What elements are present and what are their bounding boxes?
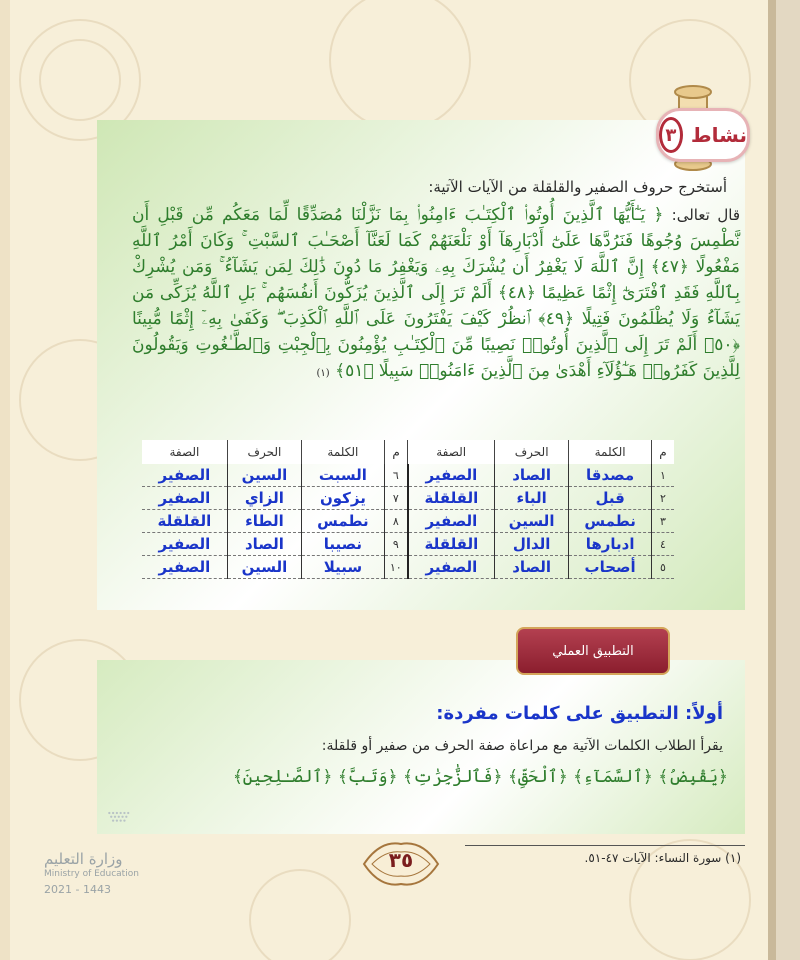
practical-instruction: يقرأ الطلاب الكلمات الآتية مع مراعاة صفة الحرف من صفير أو قلقلة: — [321, 738, 723, 754]
table-cell: أصحاب — [569, 556, 652, 579]
table-header: الحرف — [495, 440, 569, 464]
table-header: م — [652, 440, 675, 464]
table-cell: الصفير — [142, 464, 227, 487]
table-cell: ١٠ — [384, 556, 408, 579]
left-border — [0, 0, 10, 960]
quran-lead: قال تعالى: — [671, 206, 740, 224]
ministry-name-en: Ministry of Education — [44, 869, 139, 879]
table-cell: يزكون — [302, 487, 385, 510]
table-cell: القلقلة — [408, 487, 495, 510]
footnote: (١) سورة النساء: الآيات ٤٧-٥١. — [584, 851, 741, 865]
right-edge-bar — [776, 0, 800, 960]
table-cell: ١ — [652, 464, 675, 487]
table-cell: ادبارها — [569, 533, 652, 556]
table-cell: الصاد — [227, 533, 301, 556]
table-cell: الباء — [495, 487, 569, 510]
ministry-name-ar: وزارة التعليم — [44, 850, 123, 868]
table-header: الكلمة — [302, 440, 385, 464]
table-cell: الصاد — [495, 464, 569, 487]
table-cell: السين — [227, 556, 301, 579]
activity-header — [656, 108, 750, 162]
activity-title: نشاط — [690, 123, 747, 147]
table-cell: سبيلا — [302, 556, 385, 579]
table-cell: الزاي — [227, 487, 301, 510]
table-cell: الصفير — [408, 464, 495, 487]
table-cell: ٤ — [652, 533, 675, 556]
right-edge-stripe — [768, 0, 776, 960]
table-row — [142, 510, 674, 533]
table-cell: ٣ — [652, 510, 675, 533]
table-cell: نطمس — [302, 510, 385, 533]
table-cell: الصفير — [142, 487, 227, 510]
table-header: الصفة — [408, 440, 495, 464]
table-cell: الصفير — [408, 556, 495, 579]
table-header: الحرف — [227, 440, 301, 464]
table-header: الكلمة — [569, 440, 652, 464]
page-number: ٣٥ — [388, 848, 414, 872]
quran-text: ﴿ يَـٰٓأَيُّهَا ٱلَّذِينَ أُوتُوا۟ ٱلْكِتَـٰبَ ءَامِنُوا۟ بِمَا نَزَّلْنَا مُصَدِّقًا لِّمَا مَعَكُم مِّن قَبْلِ أَن نَّطْمِسَ وُجُوهًا فَنَرُدَّهَا عَلَىٰٓ أَدْبَارِهَآ أَوْ نَلْعَنَهُمْ كَمَا لَعَنَّآ أَصْحَـٰبَ ٱلسَّبْتِ ۚ وَكَانَ أَمْرُ ٱللَّهِ مَفْعُولًا ﴿٤٧﴾ إِنَّ ٱللَّهَ لَا يَغْفِرُ أَن يُشْرَكَ بِهِۦ وَيَغْفِرُ مَا دُونَ ذَٰلِكَ لِمَن يَشَآءُ ۚ وَمَن يُشْرِكْ بِٱللَّهِ فَقَدِ ٱفْتَرَىٰٓ إِثْمًا عَظِيمًا ﴿٤٨﴾ أَلَمْ تَرَ إِلَى ٱلَّذِينَ يُزَكُّونَ أَنفُسَهُم ۚ بَلِ ٱللَّهُ يُزَكِّى مَن يَشَآءُ وَلَا يُظْلَمُونَ فَتِيلًا ﴿٤٩﴾ ٱنظُرْ كَيْفَ يَفْتَرُونَ عَلَى ٱللَّهِ ٱلْكَذِبَ ۖ وَكَفَىٰ بِهِۦٓ إِثْمًا مُّبِينًا ﴿٥٠﴾ أَلَمْ تَرَ إِلَى ٱلَّذِينَ أُوتُوا۟ نَصِيبًا مِّنَ ٱلْكِتَـٰبِ يُؤْمِنُونَ بِٱلْجِبْتِ وَٱلطَّـٰغُوتِ وَيَقُولُونَ لِلَّذِينَ كَفَرُوا۟ هَـٰٓؤُلَآءِ أَهْدَىٰ مِنَ ٱلَّذِينَ ءَامَنُوا۟ سَبِيلًا ﴿٥١﴾ — [132, 205, 740, 381]
table-cell: الدال — [495, 533, 569, 556]
table-cell: الطاء — [227, 510, 301, 533]
footnote-divider — [465, 845, 745, 846]
table-cell: نصيبا — [302, 533, 385, 556]
table-cell: نطمس — [569, 510, 652, 533]
ministry-year: 2021 - 1443 — [44, 883, 111, 896]
table-header: م — [384, 440, 408, 464]
answers-table — [142, 440, 674, 579]
table-cell: قبل — [569, 487, 652, 510]
table-cell: ٦ — [384, 464, 408, 487]
practical-badge: التطبيق العملي — [516, 627, 670, 675]
table-header: الصفة — [142, 440, 227, 464]
table-cell: الصفير — [408, 510, 495, 533]
table-cell: القلقلة — [408, 533, 495, 556]
table-cell: السين — [495, 510, 569, 533]
ministry-logo — [82, 810, 182, 844]
quran-verses — [132, 202, 740, 387]
practical-title-prefix: أولاً: — [685, 703, 723, 724]
table-cell: ٧ — [384, 487, 408, 510]
activity-number: ٣ — [659, 117, 683, 153]
practical-words: ﴿يَقْبِضُ﴾ ﴿ٱلسَّمَآءِ﴾ ﴿ٱلْحَقِّ﴾ ﴿فَٱلزَّٰجِرَٰتِ﴾ ﴿وَتَبَّ﴾ ﴿ٱلصَّـٰلِحِينَ﴾ — [232, 767, 728, 787]
table-row — [142, 487, 674, 510]
table-cell: الصفير — [142, 556, 227, 579]
table-cell: السبت — [302, 464, 385, 487]
table-cell: مصدقا — [569, 464, 652, 487]
table-cell: ٢ — [652, 487, 675, 510]
footnote-ref: (١) — [316, 368, 330, 379]
practical-title-text: التطبيق على كلمات مفردة: — [436, 703, 679, 724]
table-cell: القلقلة — [142, 510, 227, 533]
table-row — [142, 556, 674, 579]
table-row — [142, 533, 674, 556]
table-cell: السين — [227, 464, 301, 487]
activity-instruction: أستخرج حروف الصفير والقلقلة من الآيات الآتية: — [428, 178, 727, 196]
table-cell: الصاد — [495, 556, 569, 579]
table-row — [142, 464, 674, 487]
table-cell: ٥ — [652, 556, 675, 579]
practical-title — [436, 703, 723, 724]
table-cell: ٩ — [384, 533, 408, 556]
table-cell: ٨ — [384, 510, 408, 533]
table-cell: الصفير — [142, 533, 227, 556]
table-header-row — [142, 440, 674, 464]
